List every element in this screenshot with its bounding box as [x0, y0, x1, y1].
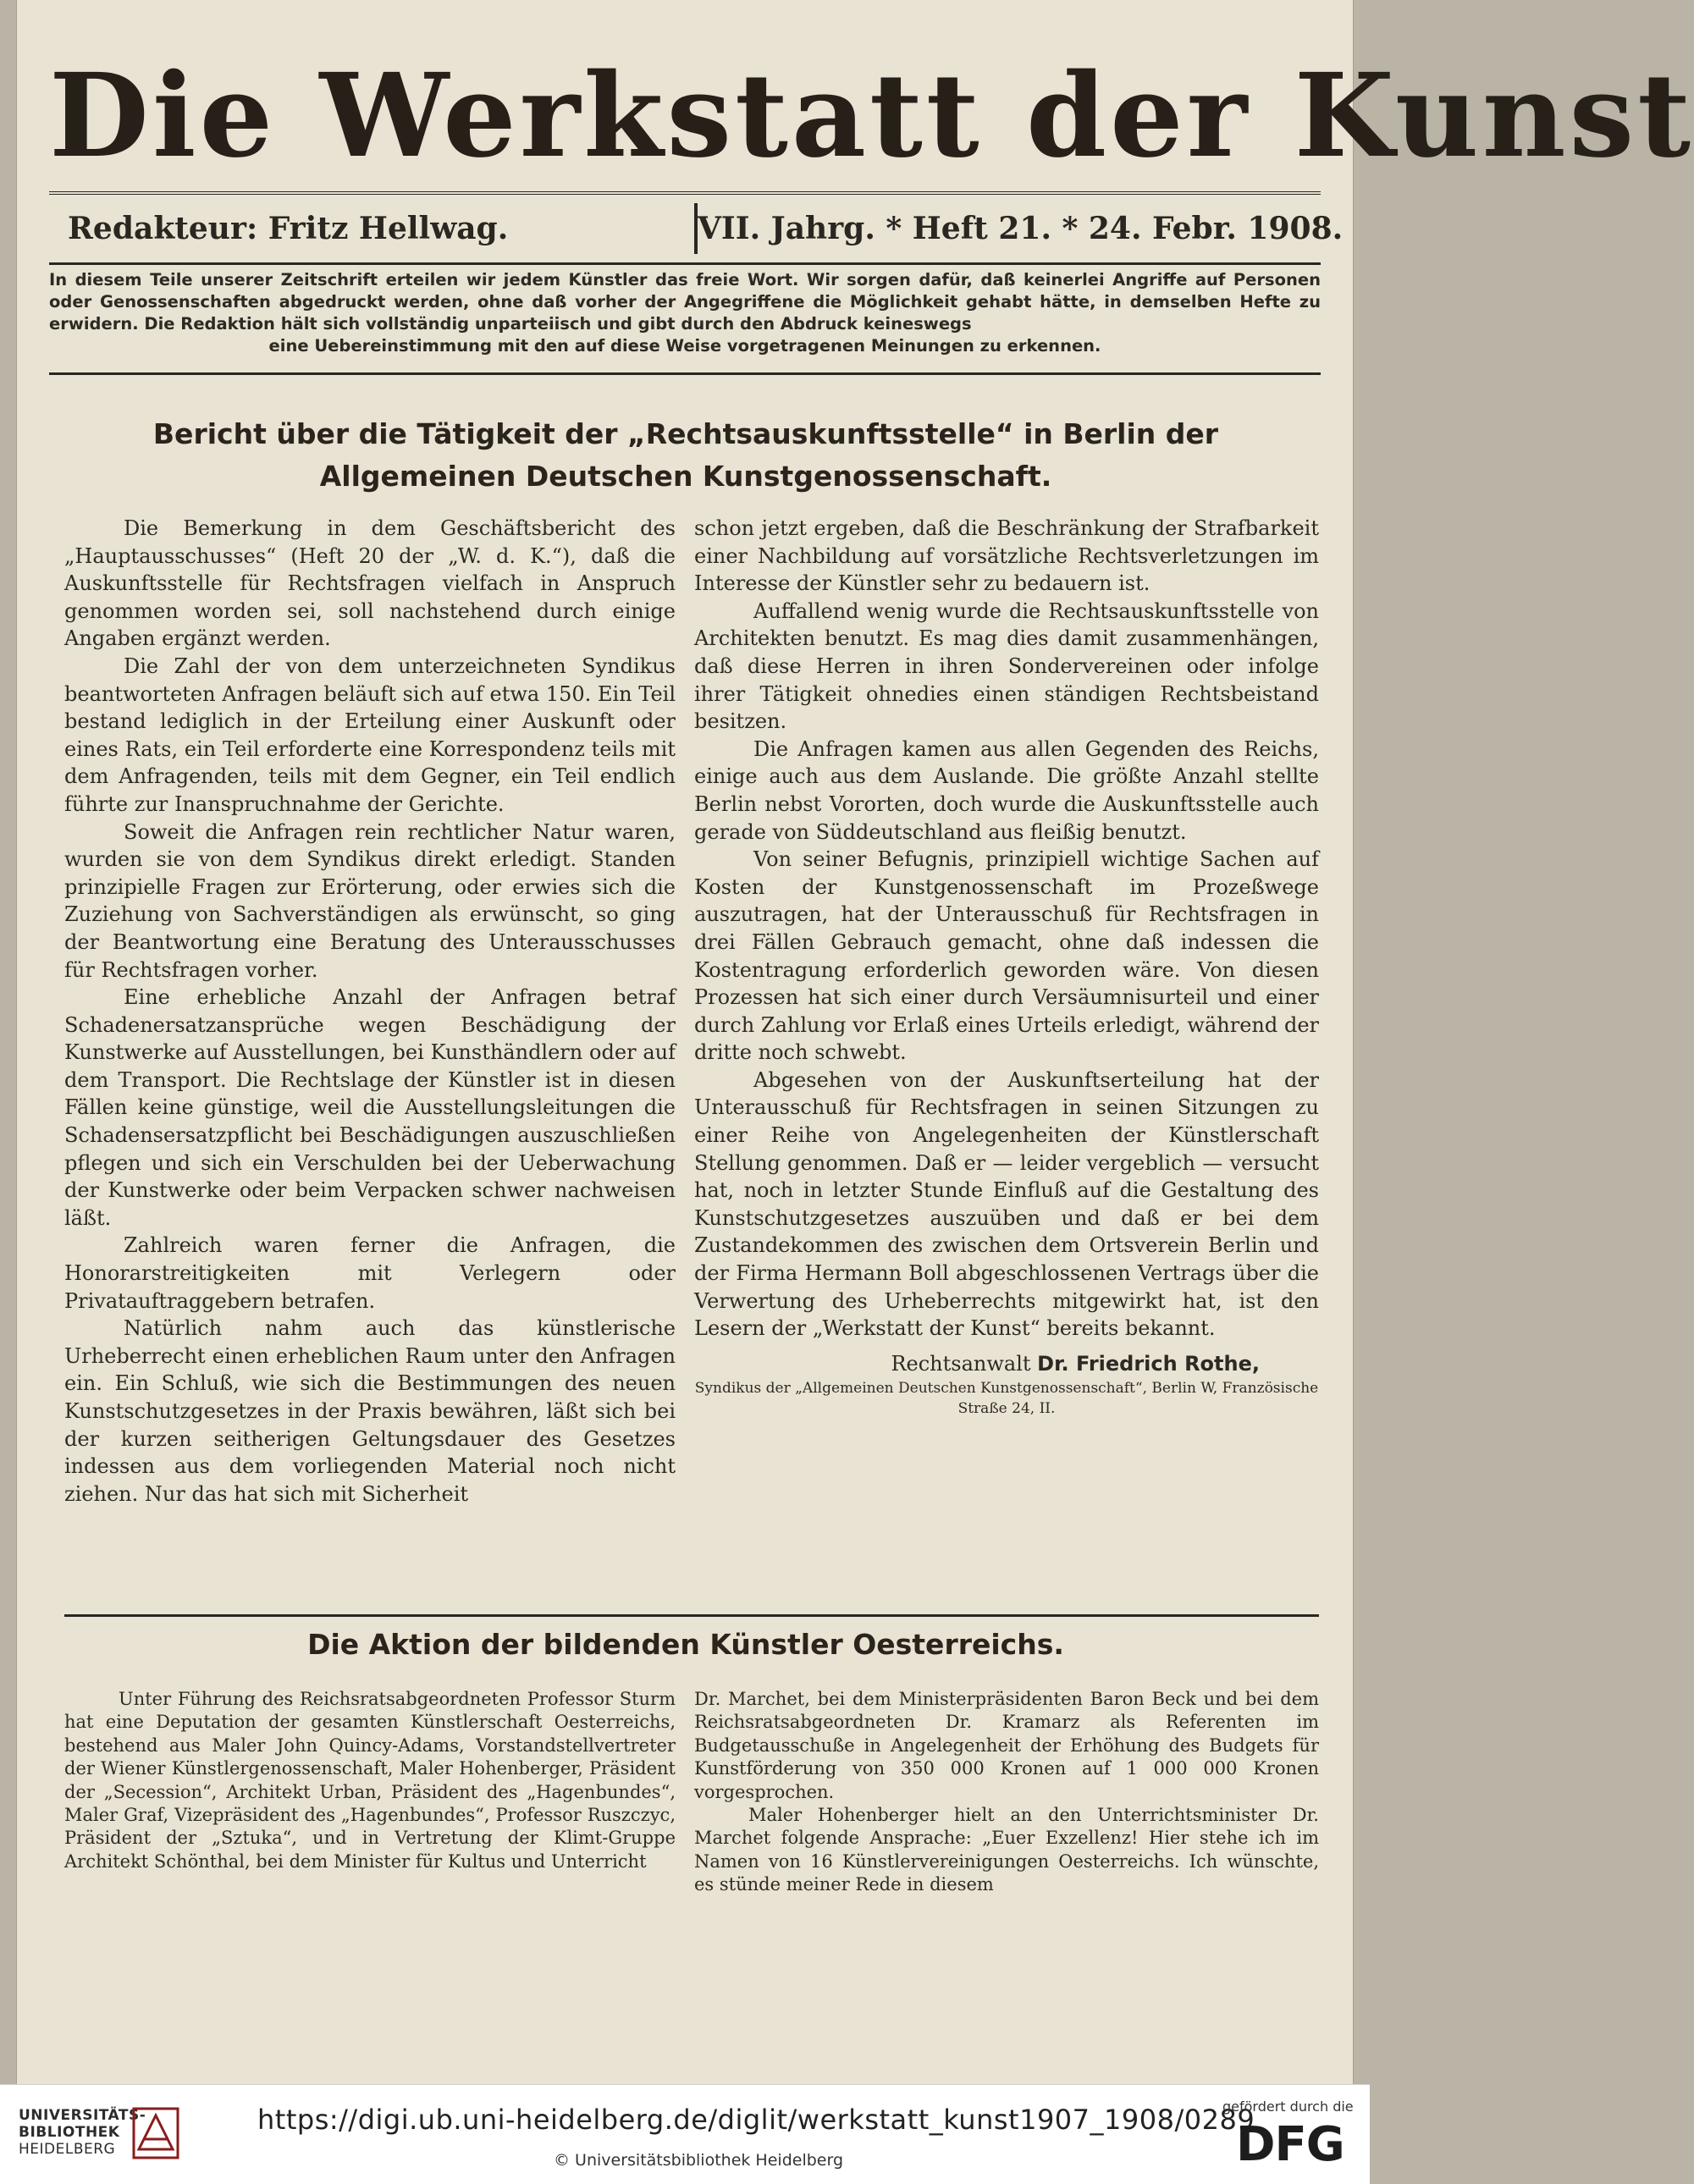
library-line3: HEIDELBERG — [19, 2141, 116, 2158]
paragraph: Soweit die Anfragen rein rechtlicher Natur waren, wurden sie von dem Syndikus direkt erledigt. Standen prinzipielle Fragen zur Erörterung, oder erwies sich die Zuziehung von Sachverständigen als erwünscht, so ging der Beantwortung eine Beratung des Unterausschusses für Rechtsfragen vorher. — [64, 819, 676, 982]
section-divider — [64, 1614, 1319, 1617]
paragraph: Die Zahl der von dem unterzeichneten Syndikus beantworteten Anfragen beläuft sich auf etwa 150. Ein Teil bestand lediglich in der Erteilung einer Auskunft oder eines Rats, ein Teil erforderte eine Korrespondenz teils mit dem Anfragenden, teils mit dem Gegner, ein Teil endlich führte zur Inanspruchnahme der Gerichte. — [64, 654, 676, 816]
signature-name: Dr. Friedrich Rothe, — [1037, 1351, 1260, 1376]
issue-line: VII. Jahrg. * Heft 21. * 24. Febr. 1908. — [698, 211, 1344, 246]
masthead-title: Die Werkstatt der Kunst — [49, 48, 1694, 184]
signature-affiliation: Syndikus der „Allgemeinen Deutschen Kunstgenossenschaft“, Berlin W, Französische Straße 24, II. — [694, 1379, 1319, 1417]
notice-last-line: eine Uebereinstimmung mit den auf diese Weise vorgetragenen Meinungen zu erkennen. — [268, 336, 1101, 356]
notice-rule — [49, 372, 1321, 375]
paragraph: Die Bemerkung in dem Geschäftsbericht des „Hauptausschusses“ (Heft 20 der „W. d. K.“), daß die Auskunftsstelle für Rechtsfragen vielfach in Anspruch genommen worden sei, soll nachstehend durch einige Angaben ergänzt werden. — [64, 516, 676, 651]
article2-title: Die Aktion der bildenden Künstler Oesterreichs. — [307, 1628, 1064, 1661]
copyright-notice: © Universitätsbibliothek Heidelberg — [554, 2151, 844, 2170]
paragraph: Auffallend wenig wurde die Rechtsauskunftsstelle von Architekten benutzt. Es mag dies damit zusammenhängen, daß diese Herren in ihren Sondervereinen oder infolge ihrer Tätigkeit ohnedies einen ständigen Rechtsbeistand besitzen. — [694, 598, 1319, 734]
article1-title-line2: Allgemeinen Deutschen Kunstgenossenschaft. — [319, 460, 1052, 493]
signature-prefix: Rechtsanwalt — [891, 1351, 1031, 1376]
library-logo-text[interactable] — [19, 2107, 146, 2158]
permalink-url[interactable]: https://digi.ub.uni-heidelberg.de/diglit/werkstatt_kunst1907_1908/0289 — [257, 2104, 1255, 2136]
funder-label: gefördert durch die — [1222, 2099, 1354, 2115]
scanned-page — [17, 0, 1694, 2084]
paragraph-continued: schon jetzt ergeben, daß die Beschränkung der Strafbarkeit einer Nachbildung auf vorsätzliche Rechtsverletzungen im Interesse der Künstler sehr zu bedauern ist. — [694, 516, 1319, 596]
paragraph: Maler Hohenberger hielt an den Unterrichtsminister Dr. Marchet folgende Ansprache: „Euer Exzellenz! Hier stehe ich im Namen von 16 Künstlervereinigungen Oesterreichs. Ich wünschte, es stünde meiner Rede in diesem — [694, 1805, 1319, 1895]
paragraph: Eine erhebliche Anzahl der Anfragen betraf Schadenersatzansprüche wegen Beschädigung der Kunstwerke auf Ausstellungen, bei Kunsthändlern oder auf dem Transport. Die Rechtslage der Künstler ist in diesen Fällen keine günstige, weil die Ausstellungsleitungen die Schadensersatzpflicht bei Beschädigungen auszuschließen pflegen und sich ein Verschulden bei der Ueberwachung der Kunstwerke oder beim Verpacken schwer nachweisen läßt. — [64, 985, 676, 1230]
signature — [694, 1349, 1319, 1378]
editorial-notice — [49, 269, 1321, 357]
dfg-logo[interactable]: DFG — [1236, 2117, 1344, 2172]
article1-right-column — [694, 515, 1319, 1419]
paragraph: Natürlich nahm auch das künstlerische Urheberrecht einen erheblichen Raum unter den Anfragen ein. Ein Schluß, wie sich die Bestimmungen des neuen Kunstschutzgesetzes in der Praxis bewähren, läßt sich bei der kurzen seitherigen Geltungsdauer des Gesetzes indessen aus dem vorliegenden Material noch nicht ziehen. Nur das hat sich mit Sicherheit — [64, 1316, 676, 1506]
university-seal-icon — [132, 2107, 179, 2159]
paragraph: Zahlreich waren ferner die Anfragen, die Honorarstreitigkeiten mit Verlegern oder Privatauftraggebern betrafen. — [64, 1233, 676, 1313]
paragraph: Von seiner Befugnis, prinzipiell wichtige Sachen auf Kosten der Kunstgenossenschaft im Prozeßwege auszutragen, hat der Unterausschuß für Rechtsfragen in drei Fällen Gebrauch gemacht, ohne daß indessen die Kostentragung erforderlich geworden wäre. Von diesen Prozessen hat sich einer durch Versäumnisurteil und einer durch Zahlung vor Erlaß eines Urteils erledigt, während der dritte noch schwebt. — [694, 847, 1319, 1065]
article2-right-column — [694, 1688, 1319, 1897]
article1-left-column — [64, 515, 676, 1508]
editor-line: Redakteur: Fritz Hellwag. — [68, 211, 509, 246]
library-line2: BIBLIOTHEK — [19, 2124, 120, 2141]
paragraph: Die Anfragen kamen aus allen Gegenden des Reichs, einige auch aus dem Auslande. Die größte Anzahl stellte Berlin nebst Vororten, doch wurde die Auskunftsstelle auch gerade von Süddeutschland aus fleißig benutzt. — [694, 736, 1319, 844]
article1-title — [68, 413, 1304, 498]
paragraph: Abgesehen von der Auskunftserteilung hat der Unterausschuß für Rechtsfragen in seinen Sitzungen zu einer Reihe von Angelegenheiten der Künstlerschaft Stellung genommen. Daß er — leider vergeblich — versucht hat, noch in letzter Stunde Einfluß auf die Gestaltung des Kunstschutzgesetzes auszuüben und daß er bei dem Zustandekommen des zwischen dem Ortsverein Berlin und der Firma Hermann Boll abgeschlossenen Vertrags über die Verwertung des Urheberrechts mitgewirkt hat, ist den Lesern der „Werkstatt der Kunst“ bereits bekannt. — [694, 1067, 1319, 1341]
article2-left-column — [64, 1688, 676, 1873]
article1-title-line1: Bericht über die Tätigkeit der „Rechtsauskunftsstelle“ in Berlin der — [152, 417, 1219, 450]
notice-text: In diesem Teile unserer Zeitschrift erteilen wir jedem Künstler das freie Wort. Wir sorgen dafür, daß keinerlei Angriffe auf Personen oder Genossenschaften abgedruckt werden, ohne daß vorher der Angegriffene die Möglichkeit gehabt hätte, in demselben Hefte zu erwidern. Die Redaktion hält sich vollständig unparteiisch und gibt durch den Abdruck keineswegs — [49, 270, 1321, 334]
masthead-info-bar — [49, 191, 1344, 265]
paragraph-continued: Dr. Marchet, bei dem Ministerpräsidenten Baron Beck und bei dem Reichsratsabgeordneten Dr. Kramarz als Referenten im Budgetausschuße in Angelegenheit der Erhöhung des Budgets für Kunstförderung von 350 000 Kronen auf 1 000 000 Kronen vorgesprochen. — [694, 1689, 1319, 1802]
viewer-footer — [0, 2084, 1370, 2184]
paragraph: Unter Führung des Reichsratsabgeordneten Professor Sturm hat eine Deputation der gesamten Künstlerschaft Oesterreichs, bestehend aus Maler John Quincy-Adams, Vorstandstellvertreter der Wiener Künstlergenossenschaft, Maler Hohenberger, Präsident der „Secession“, Architekt Urban, Präsident des „Hagenbundes“, Maler Graf, Vizepräsident des „Hagenbundes“, Professor Ruszczyc, Präsident der „Sztuka“, und in Vertretung der Klimt-Gruppe Architekt Schönthal, bei dem Minister für Kultus und Unterricht — [64, 1689, 676, 1872]
library-line1: UNIVERSITÄTS- — [19, 2107, 146, 2124]
